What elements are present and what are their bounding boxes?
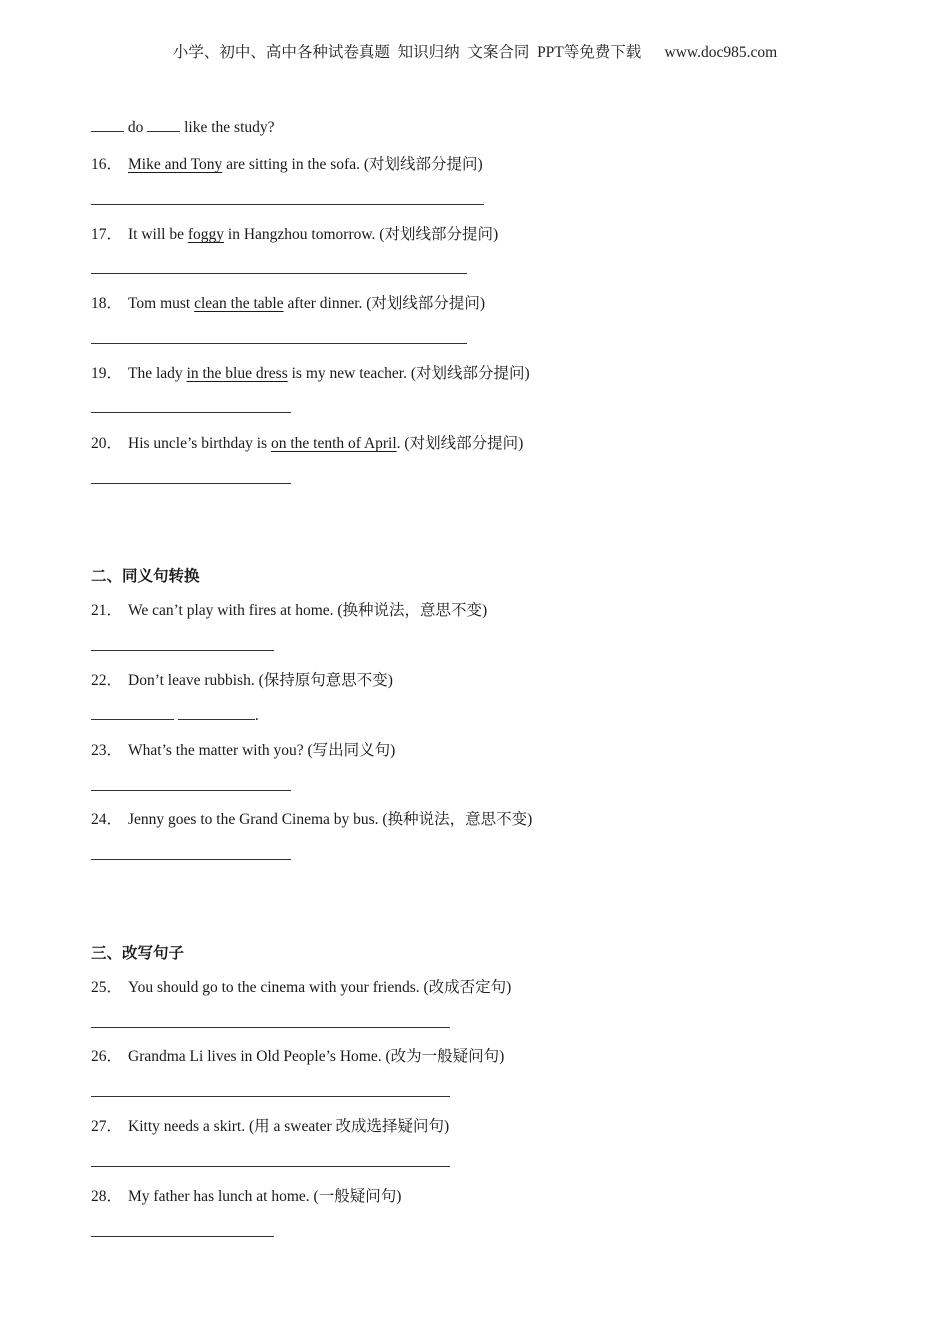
question-number: 21． xyxy=(91,602,123,619)
continuation-part2: like the study? xyxy=(184,119,275,136)
question-text: in Hangzhou tomorrow. (对划线部分提问) xyxy=(224,226,499,243)
answer-line-17[interactable] xyxy=(91,273,467,274)
question-number: 22． xyxy=(91,672,123,689)
question-27 xyxy=(91,1114,449,1136)
question-number: 24． xyxy=(91,811,123,828)
question-text: The lady xyxy=(128,365,187,382)
underlined-part: clean the table xyxy=(194,295,284,312)
answer-blank[interactable] xyxy=(147,117,180,132)
question-text: We can’t play with fires at home. (换种说法，意思不变) xyxy=(128,602,488,619)
question-23 xyxy=(91,738,395,760)
question-21 xyxy=(91,598,487,620)
underlined-part: foggy xyxy=(187,226,225,243)
question-text: His uncle’s birthday is xyxy=(128,435,271,452)
question-number: 18． xyxy=(91,295,123,312)
question-number: 20． xyxy=(91,435,123,452)
question-number: 28． xyxy=(91,1188,123,1205)
answer-period: . xyxy=(254,707,259,724)
continuation-part1: do xyxy=(127,119,144,136)
question-text: are sitting in the sofa. (对划线部分提问) xyxy=(222,156,483,173)
answer-line-19[interactable] xyxy=(91,412,291,413)
question-24 xyxy=(91,807,532,829)
question-number: 19． xyxy=(91,365,123,382)
section-heading-3: 三、改写句子 xyxy=(91,944,185,962)
question-16 xyxy=(91,152,483,174)
question-text: . (对划线部分提问) xyxy=(396,435,524,452)
question-number: 27． xyxy=(91,1118,123,1135)
question-text: My father has lunch at home. (一般疑问句) xyxy=(128,1188,402,1205)
answer-line-21[interactable] xyxy=(91,650,274,651)
answer-line-24[interactable] xyxy=(91,859,291,860)
answer-blank[interactable] xyxy=(178,705,255,720)
question-text: What’s the matter with you? (写出同义句) xyxy=(128,742,396,759)
question-number: 16． xyxy=(91,156,123,173)
answer-blanks-22 xyxy=(91,705,259,725)
question-19 xyxy=(91,361,530,383)
question-text: You should go to the cinema with your friends. (改成否定句) xyxy=(128,979,512,996)
question-text: is my new teacher. (对划线部分提问) xyxy=(287,365,530,382)
answer-line-28[interactable] xyxy=(91,1236,274,1237)
question-26 xyxy=(91,1044,504,1066)
question-28 xyxy=(91,1184,401,1206)
question-number: 25． xyxy=(91,979,123,996)
answer-blank[interactable] xyxy=(91,705,174,720)
question-number: 17． xyxy=(91,226,123,243)
answer-line-27[interactable] xyxy=(91,1166,450,1167)
question-number: 23． xyxy=(91,742,123,759)
question-15-continuation xyxy=(91,117,275,137)
answer-line-18[interactable] xyxy=(91,343,467,344)
question-20 xyxy=(91,431,523,453)
answer-line-20[interactable] xyxy=(91,483,291,484)
page-header: 小学、初中、高中各种试卷真题 知识归纳 文案合同 PPT等免费下载 www.doc985.com xyxy=(172,44,778,61)
underlined-part: Mike and Tony xyxy=(128,156,223,173)
question-22 xyxy=(91,668,393,690)
question-25 xyxy=(91,975,511,997)
question-18 xyxy=(91,291,485,313)
section-heading-2: 二、同义句转换 xyxy=(91,567,200,585)
answer-blank[interactable] xyxy=(91,117,124,132)
question-text: Grandma Li lives in Old People’s Home. (改为一般疑问句) xyxy=(128,1048,505,1065)
question-text: Kitty needs a skirt. (用 a sweater 改成选择疑问句) xyxy=(128,1118,450,1135)
answer-line-25[interactable] xyxy=(91,1027,450,1028)
question-text: It will be xyxy=(128,226,188,243)
question-text: after dinner. (对划线部分提问) xyxy=(283,295,486,312)
underlined-part: on the tenth of April xyxy=(270,435,397,452)
underlined-part: in the blue dress xyxy=(186,365,288,382)
answer-line-26[interactable] xyxy=(91,1096,450,1097)
question-text: Jenny goes to the Grand Cinema by bus. (换种说法，意思不变) xyxy=(128,811,533,828)
question-text: Don’t leave rubbish. (保持原句意思不变) xyxy=(128,672,393,689)
answer-line-23[interactable] xyxy=(91,790,291,791)
question-number: 26． xyxy=(91,1048,123,1065)
question-17 xyxy=(91,222,498,244)
answer-line-16[interactable] xyxy=(91,204,484,205)
question-text: Tom must xyxy=(128,295,195,312)
